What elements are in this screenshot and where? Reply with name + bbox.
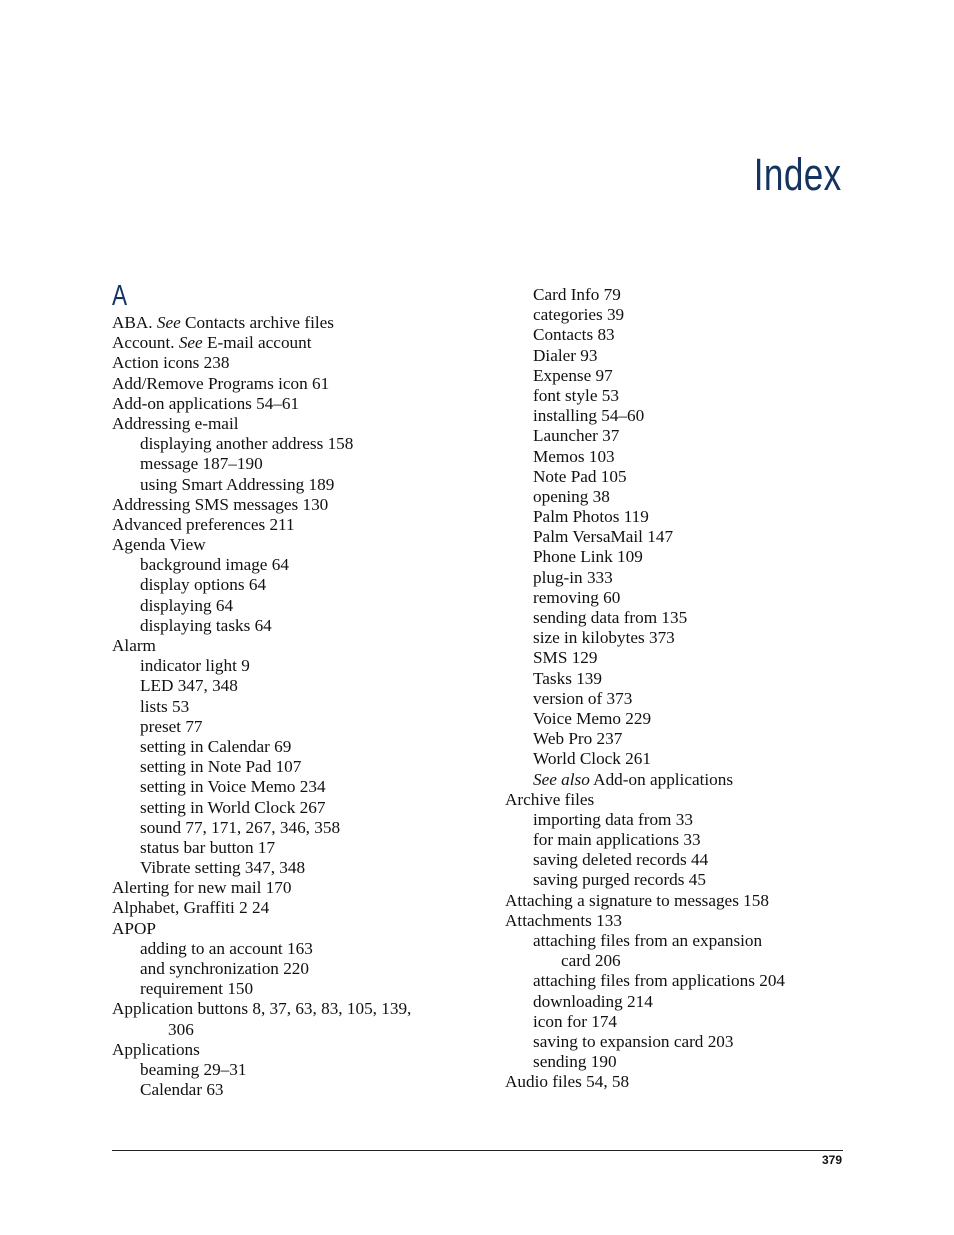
- index-subentry: [505, 366, 845, 386]
- index-entry: [112, 333, 452, 353]
- index-subentry: [505, 689, 845, 709]
- index-subentry: [505, 608, 845, 628]
- entry-text: Add/Remove Programs icon 61: [112, 373, 330, 393]
- entry-text: using Smart Addressing 189: [140, 474, 335, 494]
- entry-text: Memos 103: [533, 446, 615, 466]
- entry-text: requirement 150: [140, 979, 254, 999]
- entry-text: and synchronization 220: [140, 959, 309, 978]
- entry-text: downloading 214: [533, 991, 653, 1011]
- index-subentry: [505, 346, 845, 366]
- index-entry: [112, 636, 452, 656]
- entry-text: display options 64: [140, 575, 267, 595]
- see-reference-target: Add-on applications: [589, 769, 734, 789]
- index-entry: [112, 919, 452, 939]
- see-reference-label: See also: [533, 769, 590, 789]
- index-subentry: [505, 729, 845, 749]
- index-subentry: [505, 669, 845, 689]
- entry-text: saving purged records 45: [533, 870, 706, 890]
- index-subentry: [112, 596, 452, 616]
- index-entry: [505, 911, 845, 931]
- index-subentry: [112, 798, 452, 818]
- index-entry: [112, 394, 452, 414]
- entry-text: categories 39: [533, 305, 625, 325]
- index-subentry: [505, 1012, 845, 1032]
- entry-text: Palm VersaMail 147: [533, 527, 674, 547]
- entry-text: Addressing e-mail: [112, 413, 239, 433]
- index-subentry: [505, 467, 845, 487]
- index-subentry: [112, 838, 452, 858]
- index-subentry: [505, 870, 845, 890]
- index-subentry: [112, 777, 452, 797]
- index-entry: [505, 891, 845, 911]
- index-entry: [112, 999, 452, 1019]
- entry-text: indicator light 9: [140, 656, 250, 676]
- entry-text: Addressing SMS messages 130: [112, 494, 329, 514]
- entry-text: Alarm: [112, 636, 156, 655]
- index-subentry: [112, 1020, 452, 1040]
- see-reference-target: Contacts archive files: [180, 313, 334, 332]
- entry-text: attaching files from applications 204: [533, 971, 786, 991]
- entry-text: displaying another address 158: [140, 434, 354, 454]
- index-entry: [505, 790, 845, 810]
- entry-text: preset 77: [140, 716, 203, 736]
- entry-text: Calendar 63: [140, 1080, 224, 1100]
- entry-text: Vibrate setting 347, 348: [140, 858, 306, 878]
- index-subentry: [112, 757, 452, 777]
- entry-text: Attaching a signature to messages 158: [505, 890, 769, 910]
- entry-text: Application buttons 8, 37, 63, 83, 105, 139,: [112, 999, 412, 1019]
- index-subentry: [112, 717, 452, 737]
- entry-text: Archive files: [505, 789, 595, 809]
- index-subentry: [112, 979, 452, 999]
- index-subentry: [505, 1032, 845, 1052]
- index-subentry: [112, 818, 452, 838]
- see-reference-label: See: [178, 333, 203, 353]
- index-subentry: [112, 434, 452, 454]
- index-subentry: [505, 971, 845, 991]
- entry-text: Web Pro 237: [533, 729, 623, 749]
- index-subentry: [505, 709, 845, 729]
- index-entry: [112, 495, 452, 515]
- index-subentry: [505, 749, 845, 769]
- entry-text: Account.: [112, 333, 179, 353]
- index-subentry: [505, 507, 845, 527]
- entry-text: 306: [168, 1019, 194, 1039]
- index-subentry: [112, 616, 452, 636]
- entry-text: background image 64: [140, 555, 289, 575]
- entry-text: sending data from 135: [533, 608, 688, 627]
- index-entry: [112, 878, 452, 898]
- index-entry: [112, 535, 452, 555]
- entry-text: Alerting for new mail 170: [112, 878, 292, 898]
- index-subentry: [112, 858, 452, 878]
- entry-text: Attachments 133: [505, 910, 622, 930]
- index-subentry: [505, 305, 845, 325]
- index-subentry: [112, 1080, 452, 1100]
- index-subentry: [505, 810, 845, 830]
- entry-text: installing 54–60: [533, 406, 645, 426]
- index-subentry: [112, 555, 452, 575]
- entry-text: saving to expansion card 203: [533, 1031, 734, 1051]
- index-subentry: [505, 992, 845, 1012]
- entry-text: sending 190: [533, 1052, 617, 1072]
- index-subentry: [505, 850, 845, 870]
- entry-text: removing 60: [533, 587, 621, 607]
- index-subentry: [505, 487, 845, 507]
- page-number: 379: [821, 1153, 842, 1167]
- page-title: Index: [754, 149, 842, 200]
- index-subentry: [505, 447, 845, 467]
- entry-text: setting in Note Pad 107: [140, 757, 302, 777]
- index-entry: [112, 374, 452, 394]
- index-subentry: [505, 406, 845, 426]
- index-column-left: [112, 313, 452, 1100]
- entry-text: setting in Voice Memo 234: [140, 777, 326, 797]
- index-subentry: [112, 454, 452, 474]
- index-subentry: [505, 588, 845, 608]
- entry-text: font style 53: [533, 385, 619, 405]
- index-subentry: [112, 959, 452, 979]
- entry-text: APOP: [112, 918, 156, 938]
- footer-rule: [112, 1150, 843, 1151]
- entry-text: size in kilobytes 373: [533, 628, 675, 648]
- entry-text: importing data from 33: [533, 809, 693, 829]
- entry-text: Note Pad 105: [533, 466, 627, 486]
- entry-text: card 206: [561, 951, 621, 971]
- entry-text: adding to an account 163: [140, 938, 313, 958]
- entry-text: SMS 129: [533, 648, 598, 668]
- entry-text: status bar button 17: [140, 837, 276, 857]
- index-subentry: [112, 737, 452, 757]
- entry-text: Phone Link 109: [533, 547, 643, 567]
- index-subentry: [505, 931, 845, 951]
- index-subentry: [505, 547, 845, 567]
- index-subentry: [505, 285, 845, 305]
- index-subentry: [112, 1060, 452, 1080]
- index-subentry: [505, 325, 845, 345]
- index-subentry: [505, 386, 845, 406]
- index-subentry: [112, 656, 452, 676]
- entry-text: setting in Calendar 69: [140, 736, 292, 756]
- index-entry: [505, 1072, 845, 1092]
- entry-text: Alphabet, Graffiti 2 24: [112, 898, 270, 918]
- index-entry: [112, 515, 452, 535]
- entry-text: Launcher 37: [533, 426, 620, 446]
- index-subentry: [505, 568, 845, 588]
- index-subentry: [112, 697, 452, 717]
- entry-text: for main applications 33: [533, 830, 701, 850]
- index-entry: [112, 313, 452, 333]
- entry-text: Card Info 79: [533, 285, 621, 304]
- entry-text: displaying tasks 64: [140, 615, 272, 635]
- entry-text: sound 77, 171, 267, 346, 358: [140, 817, 341, 837]
- entry-text: ABA.: [112, 313, 157, 332]
- entry-text: Voice Memo 229: [533, 708, 652, 728]
- entry-text: Palm Photos 119: [533, 507, 649, 527]
- entry-text: Audio files 54, 58: [505, 1072, 630, 1092]
- index-subentry: [505, 830, 845, 850]
- index-subentry: [112, 575, 452, 595]
- index-subentry: [505, 426, 845, 446]
- entry-text: Contacts 83: [533, 325, 615, 345]
- entry-text: Advanced preferences 211: [112, 514, 295, 534]
- entry-text: lists 53: [140, 696, 190, 716]
- index-entry: [112, 1040, 452, 1060]
- index-column-right: [505, 285, 845, 1093]
- entry-text: Add-on applications 54–61: [112, 393, 300, 413]
- see-reference-label: See: [156, 313, 181, 332]
- index-subentry: [505, 628, 845, 648]
- entry-text: icon for 174: [533, 1011, 618, 1031]
- entry-text: saving deleted records 44: [533, 850, 709, 870]
- see-reference-target: E-mail account: [202, 333, 312, 353]
- index-subentry: [112, 676, 452, 696]
- entry-text: displaying 64: [140, 595, 234, 615]
- entry-text: attaching files from an expansion: [533, 931, 763, 950]
- index-subentry: [112, 475, 452, 495]
- index-subentry: [505, 648, 845, 668]
- entry-text: LED 347, 348: [140, 676, 238, 696]
- index-subentry: [112, 939, 452, 959]
- entry-text: plug-in 333: [533, 567, 613, 587]
- entry-text: Agenda View: [112, 535, 206, 555]
- section-letter-heading: A: [112, 280, 128, 312]
- entry-text: message 187–190: [140, 454, 263, 474]
- index-subentry: [505, 527, 845, 547]
- index-entry: [112, 898, 452, 918]
- entry-text: Applications: [112, 1039, 200, 1059]
- entry-text: opening 38: [533, 486, 610, 506]
- entry-text: Dialer 93: [533, 345, 598, 365]
- index-subentry: [505, 770, 845, 790]
- index-subentry: [505, 951, 845, 971]
- entry-text: setting in World Clock 267: [140, 797, 326, 817]
- entry-text: Action icons 238: [112, 353, 230, 373]
- index-subentry: [505, 1052, 845, 1072]
- entry-text: beaming 29–31: [140, 1059, 247, 1079]
- entry-text: World Clock 261: [533, 749, 651, 769]
- entry-text: Expense 97: [533, 365, 613, 385]
- entry-text: version of 373: [533, 688, 633, 708]
- entry-text: Tasks 139: [533, 668, 602, 688]
- index-entry: [112, 414, 452, 434]
- index-entry: [112, 353, 452, 373]
